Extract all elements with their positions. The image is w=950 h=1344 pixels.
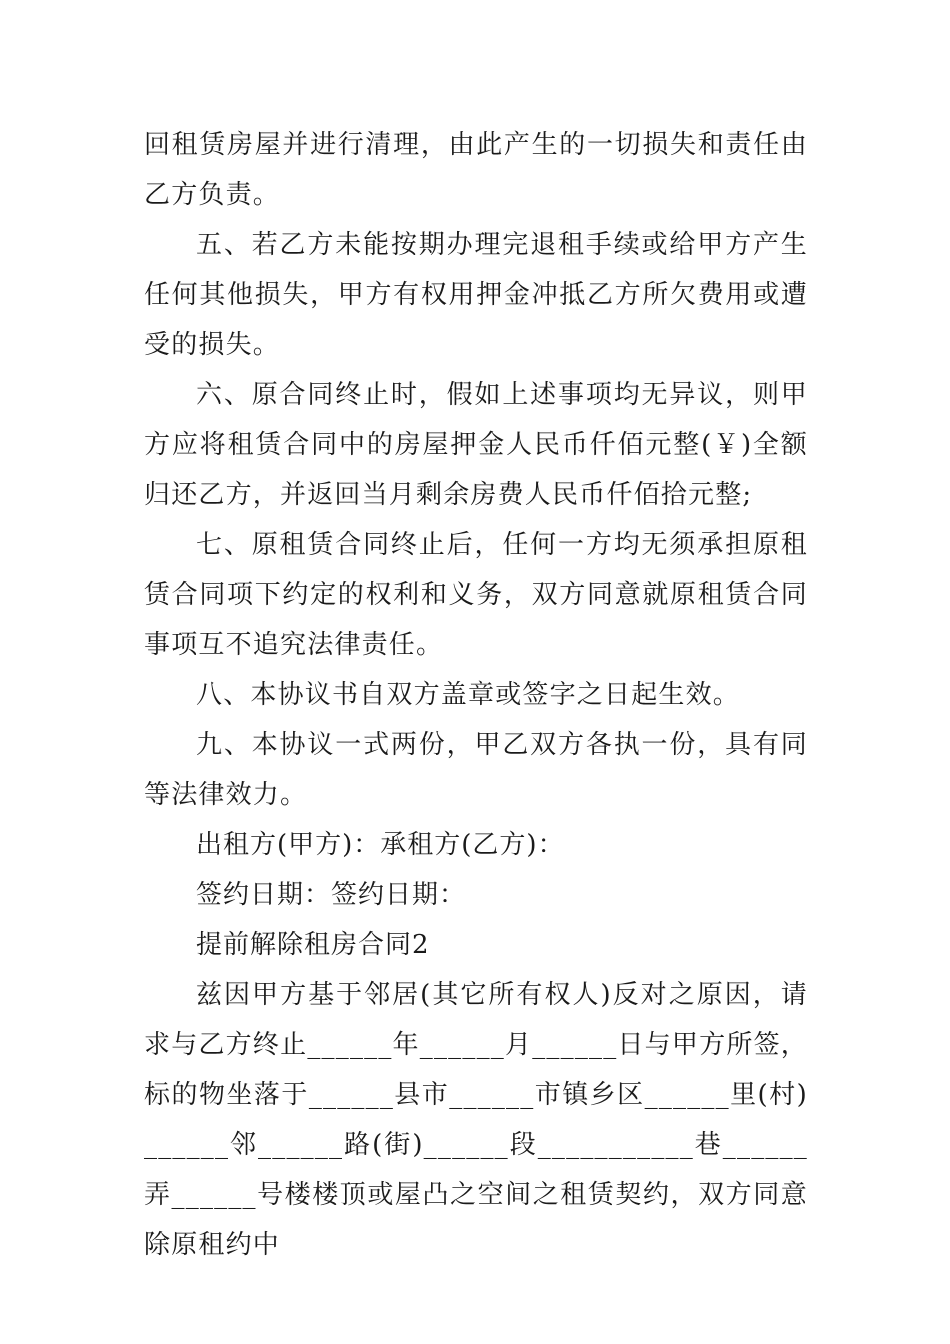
parties-signature-line: 出租方(甲方)：承租方(乙方)：	[196, 830, 565, 860]
clause-6: 六、原合同终止时，假如上述事项均无异议，则甲方应将租赁合同中的房屋押金人民币仟佰元整(￥)全额归还乙方，并返回当月剩余房费人民币仟佰拾元整;	[144, 380, 808, 510]
document-body	[144, 120, 808, 1270]
section-title: 提前解除租房合同2	[196, 930, 430, 960]
paragraph-continuation: 回租赁房屋并进行清理，由此产生的一切损失和责任由乙方负责。	[144, 130, 808, 210]
signing-date-line: 签约日期：签约日期：	[196, 880, 467, 910]
termination-intro-paragraph: 兹因甲方基于邻居(其它所有权人)反对之原因，请求与乙方终止______年______月______日与甲方所签，标的物坐落于______县市______市镇乡区______里(村)______邻______路(街)______段___________巷______弄______号楼楼顶或屋凸之空间之租赁契约，双方同意除原租约中	[144, 980, 808, 1260]
clause-7: 七、原租赁合同终止后，任何一方均无须承担原租赁合同项下约定的权利和义务，双方同意就原租赁合同事项互不追究法律责任。	[144, 530, 808, 660]
clause-5: 五、若乙方未能按期办理完退租手续或给甲方产生任何其他损失，甲方有权用押金冲抵乙方所欠费用或遭受的损失。	[144, 230, 808, 360]
clause-8: 八、本协议书自双方盖章或签字之日起生效。	[196, 680, 741, 710]
clause-9: 九、本协议一式两份，甲乙双方各执一份，具有同等法律效力。	[144, 730, 808, 810]
